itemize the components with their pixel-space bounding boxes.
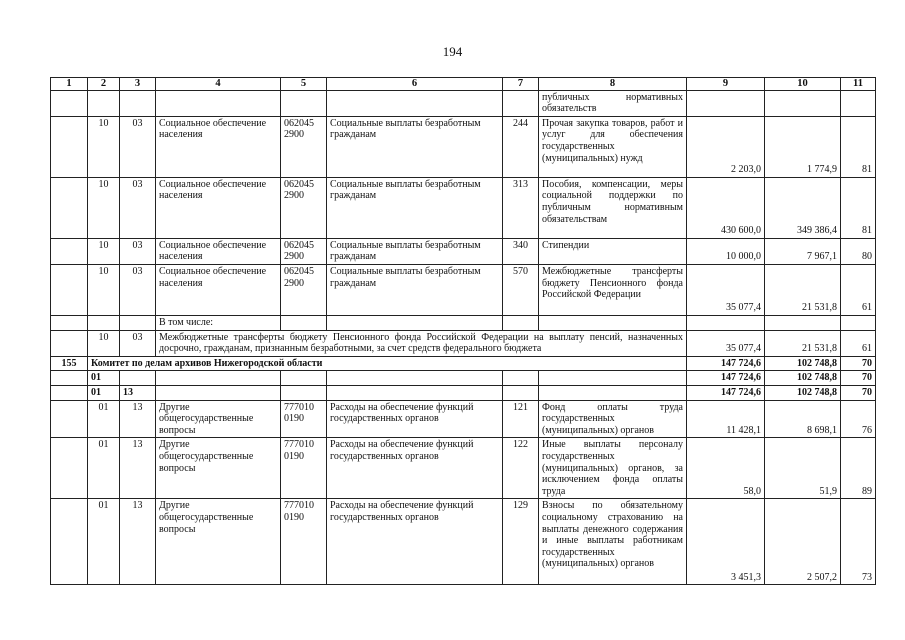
header-cell: 8: [539, 78, 687, 91]
cell-csr: 062045 2900: [281, 116, 327, 177]
table-row: [51, 315, 876, 330]
table-row: [51, 330, 876, 356]
cell-plan: 147 724,6: [687, 385, 765, 400]
cell-fact: 102 748,8: [765, 356, 841, 371]
table-row: [51, 264, 876, 315]
cell-percent: 89: [841, 438, 876, 499]
cell-rz: 01: [88, 438, 120, 499]
header-cell: 4: [156, 78, 281, 91]
cell-percent: 81: [841, 177, 876, 238]
cell-pr: 13: [120, 499, 156, 585]
cell-plan: 35 077,4: [687, 264, 765, 315]
cell-percent: 80: [841, 238, 876, 264]
cell-kvr-name: Прочая закупка товаров, работ и услуг для обеспечения государственных (муниципальных) нужд: [539, 116, 687, 177]
budget-table: [50, 77, 876, 585]
cell-plan: 10 000,0: [687, 238, 765, 264]
table-row: [51, 116, 876, 177]
table-row: [51, 238, 876, 264]
cell-committee-name: Комитет по делам архивов Нижегородской области: [88, 356, 687, 371]
table-row: [51, 499, 876, 585]
cell-percent: 70: [841, 356, 876, 371]
cell-rz: 10: [88, 116, 120, 177]
cell-rz: 10: [88, 264, 120, 315]
cell-percent: 81: [841, 116, 876, 177]
cell-csr-name: Расходы на обеспечение функций государственных органов: [327, 499, 503, 585]
table-row: [51, 385, 876, 400]
cell-vr: 121: [503, 400, 539, 438]
cell-section-name: Социальное обеспечение населения: [156, 264, 281, 315]
cell-kvr-name: Межбюджетные трансферты бюджету Пенсионного фонда Российской Федерации: [539, 264, 687, 315]
cell-fact: 7 967,1: [765, 238, 841, 264]
cell-kvr-name: Стипендии: [539, 238, 687, 264]
cell-merged-description: Межбюджетные трансферты бюджету Пенсионного фонда Российской Федерации на выплату пенсий, назначенных досрочно, гражданам, признанным безработными, за счет средств федерального бюджета: [156, 330, 687, 356]
cell-pr: 13: [120, 400, 156, 438]
cell-csr: 062045 2900: [281, 264, 327, 315]
cell-fact: 349 386,4: [765, 177, 841, 238]
cell-plan: 147 724,6: [687, 356, 765, 371]
cell-fact: 102 748,8: [765, 385, 841, 400]
table-row: [51, 438, 876, 499]
cell-csr-name: Социальные выплаты безработным гражданам: [327, 177, 503, 238]
cell-plan: 58,0: [687, 438, 765, 499]
cell-percent: 70: [841, 371, 876, 386]
cell-percent: 61: [841, 330, 876, 356]
cell-pr: 03: [120, 330, 156, 356]
cell-csr-name: Социальные выплаты безработным гражданам: [327, 238, 503, 264]
table-row: [51, 356, 876, 371]
cell-csr: 777010 0190: [281, 400, 327, 438]
cell-rz: 10: [88, 238, 120, 264]
cell-fact: 2 507,2: [765, 499, 841, 585]
cell-section-name: Социальное обеспечение населения: [156, 177, 281, 238]
cell-kvr-name: Пособия, компенсации, меры социальной поддержки по публичным нормативным обязательствам: [539, 177, 687, 238]
cell-percent: 76: [841, 400, 876, 438]
cell-csr: 062045 2900: [281, 177, 327, 238]
cell-pr: 13: [120, 438, 156, 499]
cell-csr: 062045 2900: [281, 238, 327, 264]
table-row: [51, 177, 876, 238]
cell-fact: 21 531,8: [765, 264, 841, 315]
cell-plan: 11 428,1: [687, 400, 765, 438]
cell-percent: 61: [841, 264, 876, 315]
header-cell: 2: [88, 78, 120, 91]
cell-fact: 1 774,9: [765, 116, 841, 177]
cell-section-name: Социальное обеспечение населения: [156, 116, 281, 177]
header-cell: 5: [281, 78, 327, 91]
header-cell: 10: [765, 78, 841, 91]
header-cell: 1: [51, 78, 88, 91]
cell-plan: 3 451,3: [687, 499, 765, 585]
table-row: [51, 90, 876, 116]
cell-vr: 244: [503, 116, 539, 177]
cell-vr: 570: [503, 264, 539, 315]
cell-fact: 51,9: [765, 438, 841, 499]
table-row: [51, 371, 876, 386]
cell-csr-name: Социальные выплаты безработным гражданам: [327, 264, 503, 315]
cell-section-name: Другие общегосударственные вопросы: [156, 499, 281, 585]
page-number: 194: [442, 44, 463, 59]
cell-vr: 129: [503, 499, 539, 585]
header-cell: 3: [120, 78, 156, 91]
cell-percent: 70: [841, 385, 876, 400]
cell-including-label: В том числе:: [156, 315, 281, 330]
cell-pr: 13: [120, 385, 156, 400]
cell-rz: 01: [88, 371, 120, 386]
cell-vr: 122: [503, 438, 539, 499]
cell-vr: 313: [503, 177, 539, 238]
cell-pr: 03: [120, 264, 156, 315]
cell-pr: 03: [120, 116, 156, 177]
header-row: [51, 78, 876, 91]
cell-fact: 8 698,1: [765, 400, 841, 438]
cell-kvr-name: Иные выплаты персоналу государственных (муниципальных) органов, за исключением фонда оплаты труда: [539, 438, 687, 499]
cell-gr-code: 155: [51, 356, 88, 371]
cell-rz: 01: [88, 385, 120, 400]
cell-plan: 430 600,0: [687, 177, 765, 238]
cell-plan: 35 077,4: [687, 330, 765, 356]
cell-csr-name: Социальные выплаты безработным гражданам: [327, 116, 503, 177]
cell-fact: 21 531,8: [765, 330, 841, 356]
cell-kvr-name: Взносы по обязательному социальному страхованию на выплаты денежного содержания и иные выплаты работникам государственных (муниципальных) органов: [539, 499, 687, 585]
cell-rz: 01: [88, 400, 120, 438]
cell-section-name: Социальное обеспечение населения: [156, 238, 281, 264]
cell-rz: 10: [88, 177, 120, 238]
cell-pr: 03: [120, 238, 156, 264]
cell-section-name: Другие общегосударственные вопросы: [156, 438, 281, 499]
cell-csr: 777010 0190: [281, 499, 327, 585]
cell-csr-name: Расходы на обеспечение функций государственных органов: [327, 438, 503, 499]
cell-section-name: Другие общегосударственные вопросы: [156, 400, 281, 438]
cell-csr: 777010 0190: [281, 438, 327, 499]
cell-csr-name: Расходы на обеспечение функций государственных органов: [327, 400, 503, 438]
cell-fact: 102 748,8: [765, 371, 841, 386]
header-cell: 11: [841, 78, 876, 91]
cell-pr: 03: [120, 177, 156, 238]
header-cell: 7: [503, 78, 539, 91]
header-cell: 9: [687, 78, 765, 91]
cell-kvr-name: публичных нормативных обязательств: [539, 90, 687, 116]
cell-plan: 2 203,0: [687, 116, 765, 177]
table-row: [51, 400, 876, 438]
cell-percent: 73: [841, 499, 876, 585]
cell-rz: 01: [88, 499, 120, 585]
cell-kvr-name: Фонд оплаты труда государственных (муниципальных) органов: [539, 400, 687, 438]
cell-vr: 340: [503, 238, 539, 264]
header-cell: 6: [327, 78, 503, 91]
cell-rz: 10: [88, 330, 120, 356]
cell-plan: 147 724,6: [687, 371, 765, 386]
